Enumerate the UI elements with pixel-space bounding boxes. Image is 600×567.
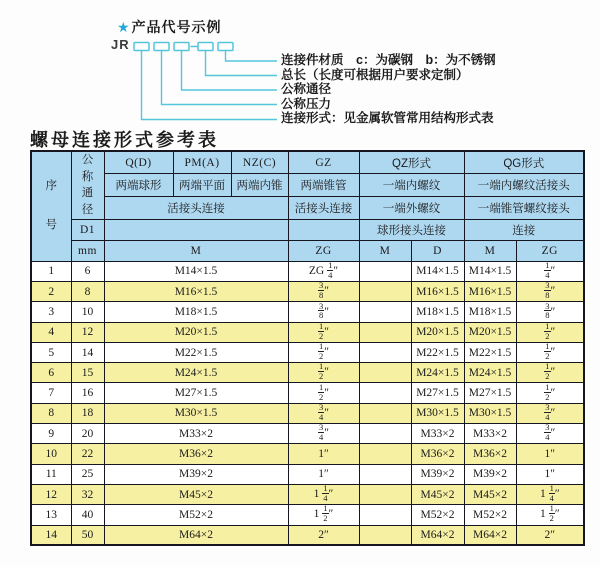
header-form-gz: GZ: [288, 151, 359, 174]
cell-qz_d: M64×2: [411, 525, 464, 545]
cell-seq: 11: [31, 464, 71, 484]
cell-m: M22×1.5: [104, 342, 288, 362]
cell-mm: 32: [71, 484, 104, 504]
cell-m: M18×1.5: [104, 302, 288, 322]
cell-qz_m: [359, 363, 411, 383]
cell-qz_m: [359, 322, 411, 342]
header-row-4: [31, 219, 584, 240]
code-box-2: [154, 43, 169, 51]
cell-gz_zg: $\frac{3}{8}$ ″: [288, 302, 359, 322]
cell-gz_zg: $\frac{1}{2}$ ″: [288, 383, 359, 403]
cell-qg_m: M39×2: [464, 464, 516, 484]
header-mm: mm: [71, 240, 104, 261]
cell-qz_d: M36×2: [411, 444, 464, 464]
code-box-1: [134, 43, 149, 51]
cell-qg_zg: 1″: [516, 444, 584, 464]
table-row: [31, 322, 584, 342]
callout-label-connection: 连接形式：见金属软管常用结构形式表: [281, 111, 494, 125]
cell-m: M45×2: [104, 484, 288, 504]
cell-qz_d: M45×2: [411, 484, 464, 504]
header-form-nz: NZ(C): [231, 151, 288, 174]
callout-label-length: 总长（长度可根据用户要求定制）: [281, 67, 469, 82]
cell-seq: 12: [31, 484, 71, 504]
cell-mm: 16: [71, 383, 104, 403]
cell-qz_d: M22×1.5: [411, 342, 464, 362]
header-nominal-diameter: 公称通径: [71, 151, 104, 219]
cell-qz_m: [359, 403, 411, 423]
star-icon: ★: [117, 19, 131, 35]
header-qg-m: M: [464, 240, 516, 261]
header-qz-m: M: [359, 240, 411, 261]
cell-qg_m: M36×2: [464, 444, 516, 464]
cell-m: M20×1.5: [104, 322, 288, 342]
cell-seq: 5: [31, 342, 71, 362]
callout-label-pressure: 公称压力: [281, 96, 332, 111]
cell-seq: 9: [31, 424, 71, 444]
cell-seq: 14: [31, 525, 71, 545]
cell-qz_m: [359, 525, 411, 545]
table-row: [31, 302, 584, 322]
cell-mm: 22: [71, 444, 104, 464]
table-row: [31, 342, 584, 362]
callout-label-material: 连接件材质 c：为碳钢 b：为不锈钢: [281, 53, 496, 67]
header-blank-main: [104, 219, 288, 240]
callout-line-5: [226, 51, 278, 62]
cell-gz_zg: $\frac{3}{4}$ ″: [288, 424, 359, 444]
header-gz-zg: ZG: [288, 240, 359, 261]
cell-qz_m: [359, 342, 411, 362]
cell-qz_m: [359, 281, 411, 301]
cell-qz_d: M39×2: [411, 464, 464, 484]
cell-qg_zg: $\frac{1}{2}$ ″: [516, 342, 584, 362]
cell-seq: 8: [31, 403, 71, 423]
code-box-4: [198, 43, 213, 51]
table-title: 螺母连接形式参考表: [30, 130, 219, 150]
cell-mm: 25: [71, 464, 104, 484]
cell-qg_m: M45×2: [464, 484, 516, 504]
cell-gz_zg: 1″: [288, 444, 359, 464]
cell-mm: 10: [71, 302, 104, 322]
cell-mm: 20: [71, 424, 104, 444]
header-row-1: [31, 151, 584, 174]
cell-qg_zg: $\frac{1}{2}$ ″: [516, 363, 584, 383]
cell-qg_m: M30×1.5: [464, 403, 516, 423]
nut-connection-reference-table: [30, 150, 585, 546]
cell-m: M52×2: [104, 505, 288, 525]
cell-qg_zg: $\frac{3}{8}$ ″: [516, 281, 584, 301]
cell-qg_m: M14×1.5: [464, 261, 516, 281]
table-row: [31, 444, 584, 464]
cell-qg_zg: $\frac{1}{2}$ ″: [516, 383, 584, 403]
cell-qg_zg: 1 $\frac{1}{4}$ ″: [516, 484, 584, 504]
header-sub-qz: 一端内螺纹: [359, 174, 464, 197]
cell-seq: 13: [31, 505, 71, 525]
cell-qg_m: M18×1.5: [464, 302, 516, 322]
table-row: [31, 424, 584, 444]
product-code-prefix: JR: [111, 37, 130, 52]
diagram-title-text: 产品代号示例: [131, 19, 222, 35]
cell-qz_m: [359, 261, 411, 281]
header-sub-gz: 两端锥管: [288, 174, 359, 197]
header-form-pm: PM(A): [173, 151, 231, 174]
callout-label-diameter: 公称通径: [281, 82, 332, 96]
callout-line-4: [206, 51, 278, 76]
cell-mm: 12: [71, 322, 104, 342]
cell-qg_zg: $\frac{3}{4}$ ″: [516, 403, 584, 423]
cell-qg_m: M16×1.5: [464, 281, 516, 301]
cell-m: M36×2: [104, 444, 288, 464]
cell-qz_d: M18×1.5: [411, 302, 464, 322]
cell-gz_zg: $\frac{3}{4}$ ″: [288, 403, 359, 423]
cell-qz_m: [359, 464, 411, 484]
cell-seq: 10: [31, 444, 71, 464]
table-row: [31, 525, 584, 545]
cell-qz_d: M33×2: [411, 424, 464, 444]
header-form-qg: QG形式: [464, 151, 584, 174]
cell-qz_d: M52×2: [411, 505, 464, 525]
cell-gz_zg: $\frac{1}{2}$ ″: [288, 342, 359, 362]
cell-qg_m: M64×2: [464, 525, 516, 545]
cell-qz_m: [359, 484, 411, 504]
cell-qz_d: M20×1.5: [411, 322, 464, 342]
cell-qg_m: M24×1.5: [464, 363, 516, 383]
cell-qg_zg: 1 $\frac{1}{2}$ ″: [516, 505, 584, 525]
cell-qg_m: M22×1.5: [464, 342, 516, 362]
table-row: [31, 281, 584, 301]
cell-gz_zg: 1 $\frac{1}{2}$ ″: [288, 505, 359, 525]
cell-qz_d: M16×1.5: [411, 281, 464, 301]
cell-mm: 6: [71, 261, 104, 281]
header-seq: 序号: [31, 151, 71, 261]
header-sub-pm: 两端平面: [173, 174, 231, 197]
cell-qg_zg: $\frac{1}{2}$ ″: [516, 322, 584, 342]
cell-qg_zg: $\frac{3}{8}$ ″: [516, 302, 584, 322]
cell-m: M33×2: [104, 424, 288, 444]
cell-gz_zg: $\frac{1}{2}$ ″: [288, 363, 359, 383]
header-qz-sub2: 一端外螺纹: [359, 196, 464, 219]
cell-gz_zg: 1″: [288, 464, 359, 484]
table-row: [31, 505, 584, 525]
cell-qg_m: M33×2: [464, 424, 516, 444]
cell-qg_zg: 1″: [516, 464, 584, 484]
cell-gz_zg: 2″: [288, 525, 359, 545]
cell-qz_d: M27×1.5: [411, 383, 464, 403]
header-qg-zg: ZG: [516, 240, 584, 261]
header-m: M: [104, 240, 288, 261]
cell-qg_m: M52×2: [464, 505, 516, 525]
cell-mm: 15: [71, 363, 104, 383]
cell-qg_zg: 2″: [516, 525, 584, 545]
cell-qg_zg: $\frac{1}{4}$ ″: [516, 261, 584, 281]
header-blank-gz: [288, 219, 359, 240]
cell-m: M30×1.5: [104, 403, 288, 423]
header-row-5: [31, 240, 584, 261]
cell-gz_zg: $\frac{1}{2}$ ″: [288, 322, 359, 342]
cell-m: M64×2: [104, 525, 288, 545]
header-row-2: [31, 174, 584, 197]
cell-seq: 1: [31, 261, 71, 281]
header-row-3: [31, 196, 584, 219]
cell-m: M39×2: [104, 464, 288, 484]
header-sub-qg: 一端内螺纹活接头: [464, 174, 584, 197]
table-row: [31, 464, 584, 484]
cell-gz_zg: ZG $\frac{1}{4}$ ″: [288, 261, 359, 281]
header-qg-connection: 连接: [464, 219, 584, 240]
cell-mm: 18: [71, 403, 104, 423]
table-body: [31, 261, 584, 545]
header-form-qz: QZ形式: [359, 151, 464, 174]
code-box-5: [218, 43, 233, 51]
cell-qz_m: [359, 383, 411, 403]
cell-seq: 4: [31, 322, 71, 342]
cell-qg_zg: $\frac{3}{4}$ ″: [516, 424, 584, 444]
table-row: [31, 484, 584, 504]
cell-seq: 3: [31, 302, 71, 322]
header-qz-d: D: [411, 240, 464, 261]
header-form-q: Q(D): [104, 151, 173, 174]
diagram-title: [117, 17, 222, 37]
header-sub-q: 两端球形: [104, 174, 173, 197]
header-qz-connection: 球形接头连接: [359, 219, 464, 240]
cell-qg_m: M27×1.5: [464, 383, 516, 403]
table-row: [31, 403, 584, 423]
cell-qz_d: M30×1.5: [411, 403, 464, 423]
cell-seq: 7: [31, 383, 71, 403]
cell-mm: 40: [71, 505, 104, 525]
cell-qz_d: M14×1.5: [411, 261, 464, 281]
header-qg-sub2: 一端锥管螺纹接头: [464, 196, 584, 219]
table-row: [31, 383, 584, 403]
header-sub-nz: 两端内锥: [231, 174, 288, 197]
cell-qz_m: [359, 302, 411, 322]
cell-qz_m: [359, 505, 411, 525]
callout-line-3: [182, 51, 278, 91]
cell-seq: 6: [31, 363, 71, 383]
cell-mm: 8: [71, 281, 104, 301]
header-gz-connection: 活接头连接: [288, 196, 359, 219]
cell-mm: 50: [71, 525, 104, 545]
cell-m: M24×1.5: [104, 363, 288, 383]
cell-gz_zg: 1 $\frac{1}{4}$ ″: [288, 484, 359, 504]
cell-mm: 14: [71, 342, 104, 362]
cell-qz_m: [359, 444, 411, 464]
header-union-connection: 活接头连接: [104, 196, 288, 219]
cell-gz_zg: $\frac{3}{8}$ ″: [288, 281, 359, 301]
cell-m: M27×1.5: [104, 383, 288, 403]
code-box-3: [174, 43, 189, 51]
header-d1: D1: [71, 219, 104, 240]
callout-line-2: [162, 51, 278, 105]
cell-m: M14×1.5: [104, 261, 288, 281]
cell-seq: 2: [31, 281, 71, 301]
cell-m: M16×1.5: [104, 281, 288, 301]
cell-qz_m: [359, 424, 411, 444]
table-row: [31, 363, 584, 383]
table-row: [31, 261, 584, 281]
cell-qg_m: M20×1.5: [464, 322, 516, 342]
cell-qz_d: M24×1.5: [411, 363, 464, 383]
